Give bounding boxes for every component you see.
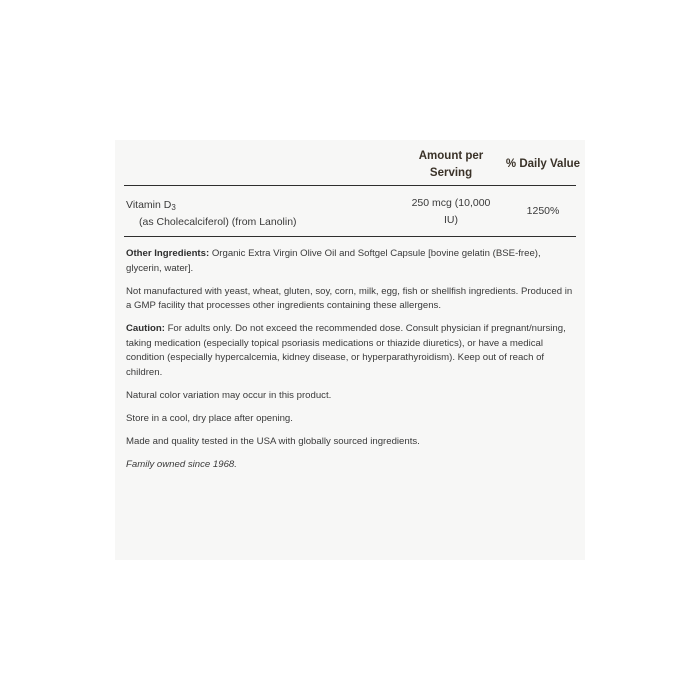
caution-label: Caution:	[126, 323, 165, 334]
ingredient-name-text: Vitamin D	[126, 199, 172, 211]
made-in-note: Made and quality tested in the USA with globally sourced ingredients.	[126, 435, 420, 447]
product-notes	[126, 247, 576, 481]
ingredient-name-subscript: 3	[171, 203, 176, 212]
other-ingredients	[126, 247, 576, 276]
color-variation-note: Natural color variation may occur in this product.	[126, 389, 332, 401]
supplement-facts-panel	[115, 140, 585, 560]
caution	[126, 322, 576, 380]
ingredient-amount-line2: IU)	[444, 214, 458, 226]
column-header-amount: Amount per Serving	[418, 150, 484, 179]
family-owned-note	[126, 458, 576, 473]
caution-text: For adults only. Do not exceed the recommended dose. Consult physician if pregnant/nursing, taking medication (especially topical psoriasis medications or thiazide diuretics), or have a medical condition (especially hypercalcemia, kidney disease, or hyperparathyroidism). Keep out of reach of children.	[126, 323, 566, 378]
other-ingredients-label: Other Ingredients:	[126, 248, 210, 259]
table-footer-divider	[124, 236, 576, 237]
ingredient-amount	[406, 195, 496, 229]
ingredient-daily-value: 1250%	[526, 205, 560, 217]
family-owned-text: Family owned since 1968.	[126, 458, 237, 470]
table-header-divider	[124, 185, 576, 186]
allergen-statement: Not manufactured with yeast, wheat, gluten, soy, corn, milk, egg, fish or shellfish ingredients. Produced in a GMP facility that processes other ingredients containing these allergens.	[126, 285, 573, 311]
column-header-daily-value: % Daily Value	[505, 158, 581, 170]
other-ingredients-text: Organic Extra Virgin Olive Oil and Softgel Capsule [bovine gelatin (BSE-free), glycerin, water].	[126, 248, 541, 274]
ingredient-form: (as Cholecalciferol) (from Lanolin)	[139, 216, 297, 228]
ingredient-amount-line1: 250 mcg (10,000	[411, 197, 491, 209]
storage-note: Store in a cool, dry place after opening.	[126, 412, 293, 424]
